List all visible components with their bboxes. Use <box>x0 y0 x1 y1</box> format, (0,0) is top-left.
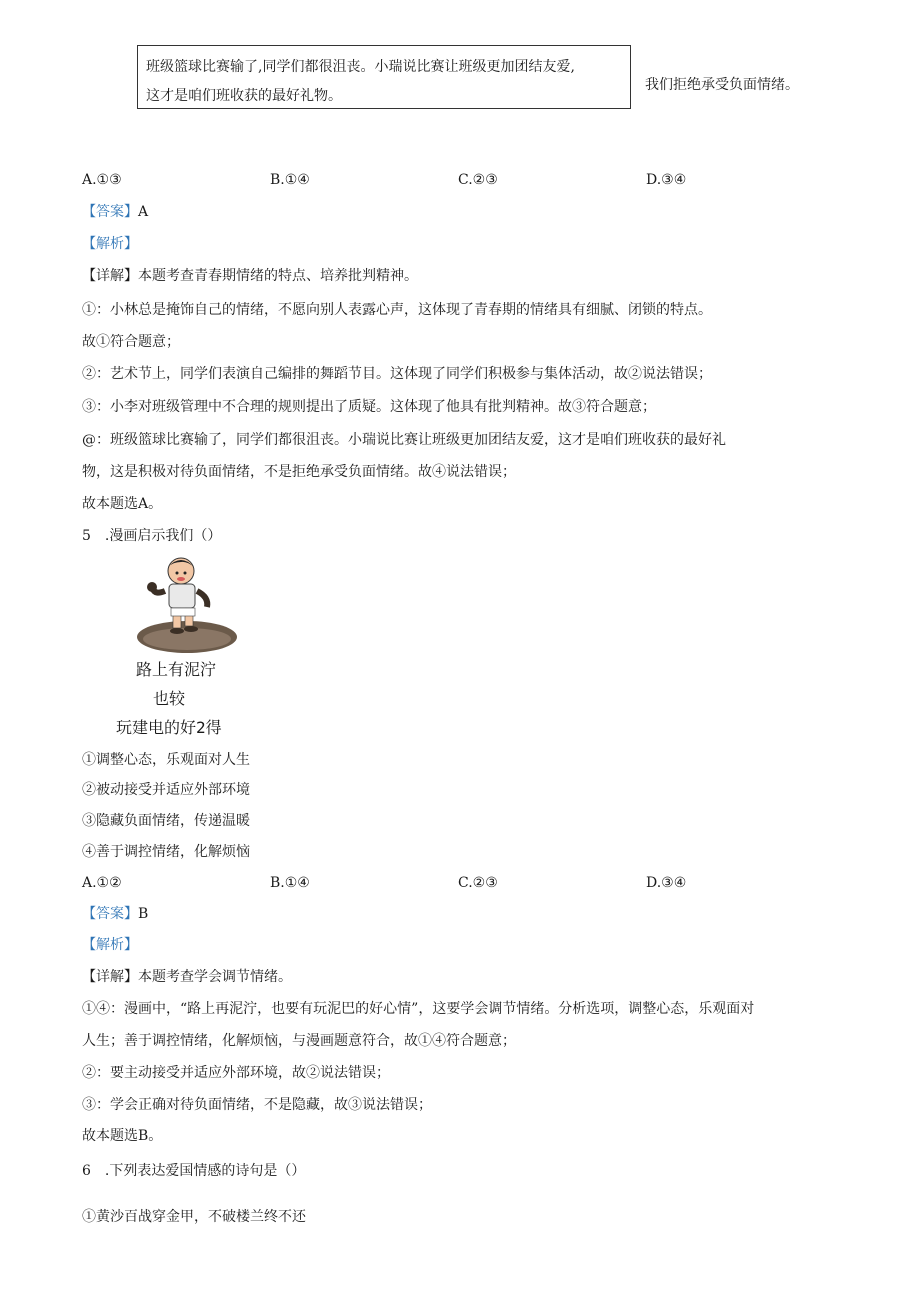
detail-tag: 【详解】 <box>82 268 138 284</box>
q4-line: 故①符合题意； <box>82 334 180 350</box>
q5-line: ②：要主动接受并适应外部环境，故②说法错误； <box>82 1065 390 1081</box>
cartoon-caption-line: 路上有泥泞 <box>136 660 217 679</box>
q4-line: @：班级篮球比赛输了，同学们都很沮丧。小瑞说比赛让班级更加团结友爱，这才是咱们班收获的最好礼 <box>82 432 726 448</box>
q4-line: 物，这是积极对待负面情绪，不是拒绝承受负面情绪。故④说法错误； <box>82 464 516 480</box>
q5-item: ②被动接受并适应外部环境 <box>82 782 250 798</box>
q5-option-b: B.①④ <box>270 875 310 891</box>
detail-intro: 本题考查学会调节情绪。 <box>138 969 292 985</box>
q5-option-a: A.①② <box>82 875 122 891</box>
q5-line: ①④：漫画中，“路上再泥泞，也要有玩泥巴的好心情”，这要学会调节情绪。分析选项，调整心态，乐观面对 <box>82 1001 755 1017</box>
q5-option-d: D.③④ <box>646 875 687 891</box>
q4-line: ①：小林总是掩饰自己的情绪，不愿向别人表露心声，这体现了青春期的情绪具有细腻、闭锁的特点。 <box>82 302 712 318</box>
statement-box <box>137 45 631 109</box>
detail-tag: 【详解】 <box>82 969 138 985</box>
answer-tag: 【答案】 <box>82 204 138 220</box>
q4-line: ③：小李对班级管理中不合理的规则提出了质疑。这体现了他具有批判精神。故③符合题意； <box>82 399 656 415</box>
q4-line: ②：艺术节上，同学们表演自己编排的舞蹈节目。这体现了同学们积极参与集体活动，故②说法错误； <box>82 366 712 382</box>
mud-cartoon-image <box>135 553 239 655</box>
q5-line: 人生；善于调控情绪，化解烦恼，与漫画题意符合，故①④符合题意； <box>82 1033 516 1049</box>
cartoon-caption-line: 也较 <box>153 689 186 708</box>
q4-option-b: B.①④ <box>270 172 310 188</box>
q5-answer-row <box>82 904 148 924</box>
statement-line-2: 这才是咱们班收获的最好礼物。 <box>146 88 342 104</box>
statement-line-1: 班级篮球比赛输了,同学们都很沮丧。小瑞说比赛让班级更加团结友爱, <box>146 59 575 75</box>
q6-stem: 6 .下列表达爱国情感的诗句是（） <box>82 1163 306 1179</box>
answer-tag: 【答案】 <box>82 906 138 922</box>
q5-option-c: C.②③ <box>458 875 498 891</box>
q4-answer-row <box>82 202 148 222</box>
q4-detail-row <box>82 266 418 286</box>
analysis-tag: 【解析】 <box>82 236 138 252</box>
answer-value: B <box>138 906 149 922</box>
q5-item: ③隐藏负面情绪，传递温暖 <box>82 813 250 829</box>
q6-item: ①黄沙百战穿金甲，不破楼兰终不还 <box>82 1209 306 1225</box>
analysis-tag: 【解析】 <box>82 937 138 953</box>
q5-line: 故本题选B。 <box>82 1128 163 1144</box>
q4-option-c: C.②③ <box>458 172 498 188</box>
q4-option-d: D.③④ <box>646 172 687 188</box>
cartoon-caption-line: 玩建电的好2得 <box>116 718 222 737</box>
statement-label: 我们拒绝承受负面情绪。 <box>645 77 799 93</box>
q5-line: ③：学会正确对待负面情绪，不是隐藏，故③说法错误； <box>82 1097 432 1113</box>
answer-value: A <box>138 204 149 220</box>
q4-line: 故本题选A。 <box>82 496 163 512</box>
detail-intro: 本题考查青春期情绪的特点、培养批判精神。 <box>138 268 418 284</box>
q5-item: ④善于调控情绪，化解烦恼 <box>82 844 250 860</box>
q5-stem: 5 .漫画启示我们（） <box>82 528 222 544</box>
q5-item: ①调整心态，乐观面对人生 <box>82 752 250 768</box>
q4-option-a: A.①③ <box>82 172 122 188</box>
q5-detail-row <box>82 967 292 987</box>
